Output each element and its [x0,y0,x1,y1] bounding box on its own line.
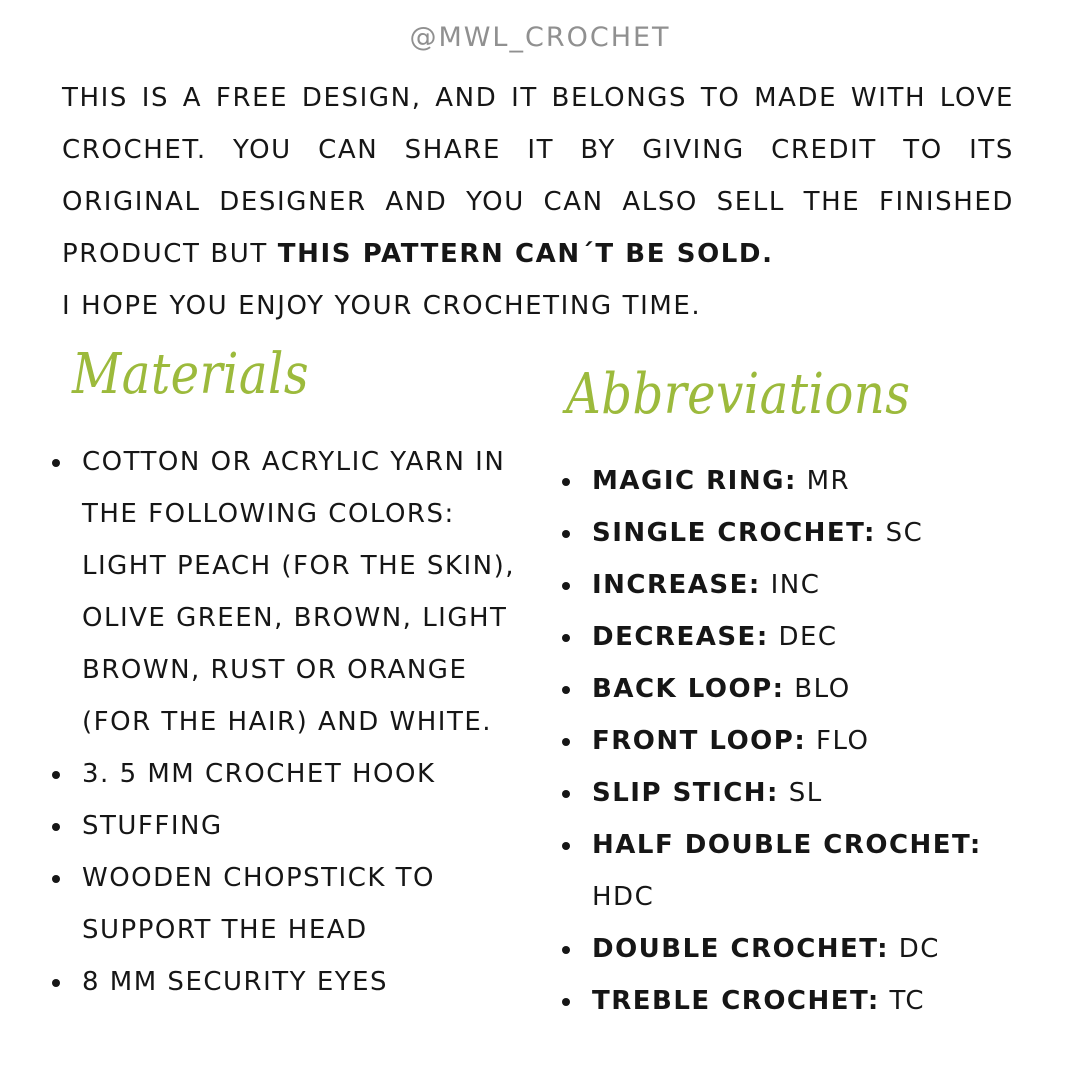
abbreviation-item [562,663,1032,715]
abbreviation-item [562,507,1032,559]
abbreviation-term: INCREASE: [592,570,761,600]
materials-item: WOODEN CHOPSTICK TO SUPPORT THE HEAD [52,852,542,956]
materials-list [52,436,542,1008]
materials-item: STUFFING [52,800,542,852]
abbreviation-term: SLIP STICH: [592,778,779,808]
abbreviation-term: MAGIC RING: [592,466,797,496]
abbreviation-code: INC [760,570,821,600]
abbreviation-code: SL [778,778,823,808]
abbreviation-term: DOUBLE CROCHET: [592,934,890,964]
abbreviation-item [562,767,1032,819]
materials-heading: Materials [72,342,310,407]
abbreviation-code: TC [879,986,926,1016]
abbreviation-code: DC [889,934,940,964]
abbreviation-code: SC [875,518,924,548]
closing-line: I HOPE YOU ENJOY YOUR CROCHETING TIME. [62,291,702,321]
intro-notice [62,72,1014,332]
abbreviation-item [562,455,1032,507]
abbreviations-list [562,455,1032,1027]
materials-item: 3. 5 MM CROCHET HOOK [52,748,542,800]
license-paragraph [62,72,1014,280]
abbreviation-item [562,559,1032,611]
abbreviation-code: MR [796,466,851,496]
abbreviation-term: FRONT LOOP: [592,726,807,756]
abbreviation-term: DECREASE: [592,622,769,652]
abbreviation-item [562,975,1032,1027]
author-handle: @MWL_CROCHET [409,22,671,53]
abbreviation-code: BLO [784,674,851,704]
materials-item: 8 MM SECURITY EYES [52,956,542,1008]
license-bold-warning: THIS PATTERN CAN´T BE SOLD. [277,239,774,269]
abbreviation-item [562,819,1032,923]
abbreviation-code: HDC [592,882,655,912]
abbreviation-term: HALF DOUBLE CROCHET: [592,830,982,860]
abbreviations-heading: Abbreviations [566,362,911,427]
license-text: THIS IS A FREE DESIGN, AND IT BELONGS TO MADE WITH LOVE CROCHET. YOU CAN SHARE IT BY GIVING CREDIT TO ITS ORIGINAL DESIGNER AND YOU CAN ALSO SELL THE FINISHED PRODUCT BUT [62,83,1014,269]
abbreviation-item [562,611,1032,663]
abbreviation-term: TREBLE CROCHET: [592,986,880,1016]
materials-item: COTTON OR ACRYLIC YARN IN THE FOLLOWING COLORS: LIGHT PEACH (FOR THE SKIN), OLIVE GREEN, BROWN, LIGHT BROWN, RUST OR ORANGE (FOR THE HAIR) AND WHITE. [52,436,542,748]
abbreviation-term: BACK LOOP: [592,674,785,704]
abbreviation-item [562,923,1032,975]
abbreviation-term: SINGLE CROCHET: [592,518,876,548]
abbreviation-code: FLO [806,726,870,756]
abbreviation-code: DEC [768,622,838,652]
abbreviation-item [562,715,1032,767]
